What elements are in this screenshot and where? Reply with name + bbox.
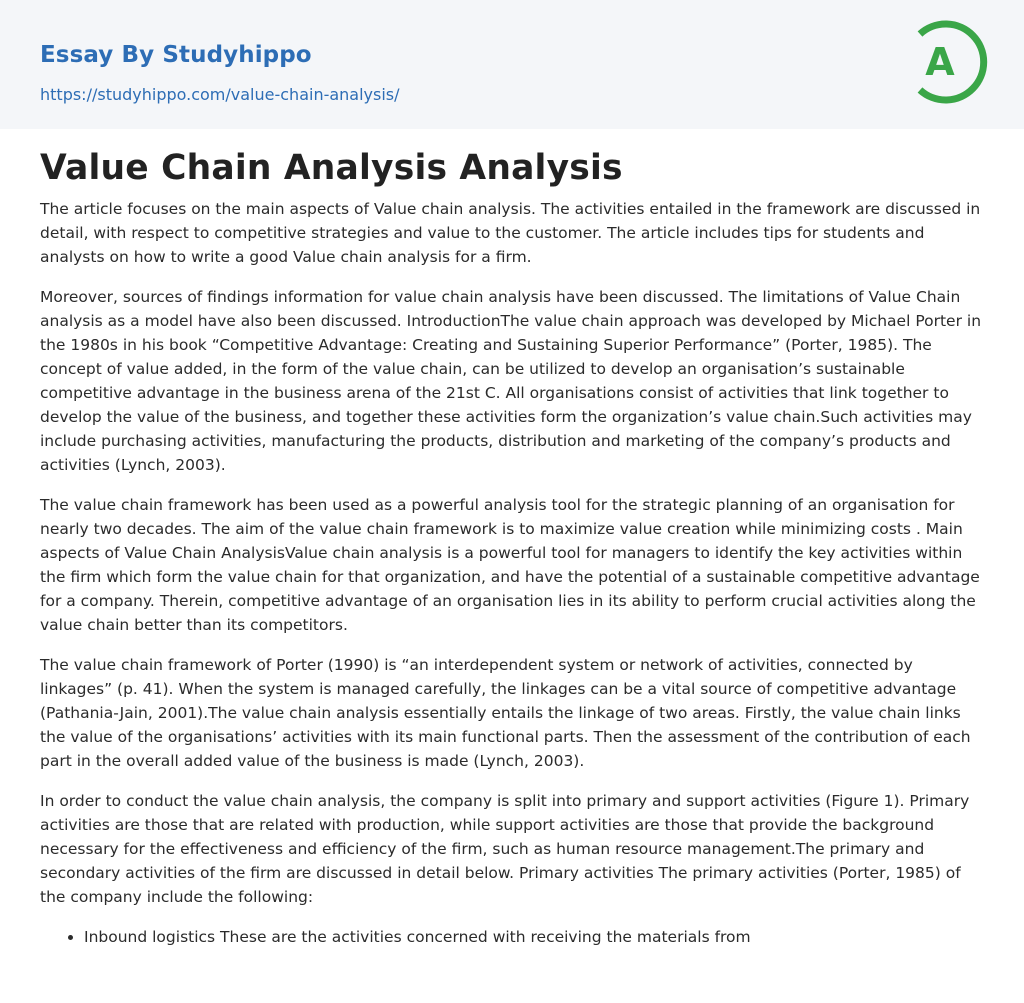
studyhippo-logo-icon[interactable] <box>906 18 990 106</box>
paragraph: The value chain framework of Porter (1990) is “an interdependent system or network of activities, connected by linkages” (p. 41). When the system is managed carefully, the linkages can be a vital source of competitive advantage (Pathania-Jain, 2001).The value chain analysis essentially entails the linkage of two areas. Firstly, the value chain links the value of the organisations’ activities with its main functional parts. Then the assessment of the contribution of each part in the overall added value of the business is made (Lynch, 2003). <box>40 656 971 770</box>
logo-letter: A <box>925 40 955 84</box>
page-title: Value Chain Analysis Analysis <box>40 148 623 188</box>
page-url-link[interactable]: https://studyhippo.com/value-chain-analysis/ <box>40 85 400 104</box>
paragraph: The value chain framework has been used as a powerful analysis tool for the strategic planning of an organisation for nearly two decades. The aim of the value chain framework is to maximize value creation while minimizing costs . Main aspects of Value Chain AnalysisValue chain analysis is a powerful tool for managers to identify the key activities within the firm which form the value chain for that organization, and have the potential of a sustainable competitive advantage for a company. Therein, competitive advantage of an organisation lies in its ability to perform crucial activities along the value chain better than its competitors. <box>40 496 980 634</box>
paragraph: The article focuses on the main aspects of Value chain analysis. The activities entailed in the framework are discussed in detail, with respect to competitive strategies and value to the customer. The article includes tips for students and analysts on how to write a good Value chain analysis for a firm. <box>40 200 981 266</box>
primary-activities-list <box>40 925 984 949</box>
site-header <box>0 0 1024 129</box>
list-item: • Inbound logistics These are the activities concerned with receiving the materials from <box>84 925 984 949</box>
paragraph: In order to conduct the value chain analysis, the company is split into primary and support activities (Figure 1). Primary activities are those that are related with production, while support activities are those that provide the background necessary for the effectiveness and efficiency of the firm, such as human resource management.The primary and secondary activities of the firm are discussed in detail below. Primary activities The primary activities (Porter, 1985) of the company include the following: <box>40 792 970 906</box>
article-body <box>0 129 1024 949</box>
brand-title[interactable]: Essay By Studyhippo <box>40 42 312 68</box>
paragraph: Moreover, sources of findings information for value chain analysis have been discussed. The limitations of Value Chain analysis as a model have also been discussed. IntroductionThe value chain approach was developed by Michael Porter in the 1980s in his book “Competitive Advantage: Creating and Sustaining Superior Performance” (Porter, 1985). The concept of value added, in the form of the value chain, can be utilized to develop an organisation’s sustainable competitive advantage in the business arena of the 21st C. All organisations consist of activities that link together to develop the value of the business, and together these activities form the organization’s value chain.Such activities may include purchasing activities, manufacturing the products, distribution and marketing of the company’s products and activities (Lynch, 2003). <box>40 288 982 474</box>
